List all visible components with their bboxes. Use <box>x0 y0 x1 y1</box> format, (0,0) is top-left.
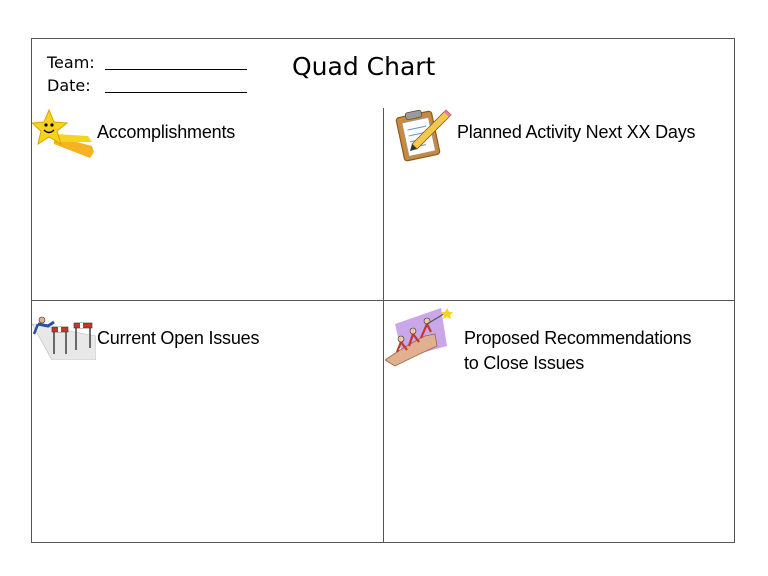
page-title: Quad Chart <box>292 52 436 81</box>
team-field <box>47 50 247 72</box>
date-field <box>47 73 247 95</box>
shooting-star-icon <box>32 106 98 162</box>
proposed-heading-line1: Proposed Recommendations <box>464 328 692 348</box>
vertical-divider <box>383 108 384 543</box>
hurdles-icon <box>32 314 96 360</box>
team-label: Team: <box>47 53 95 72</box>
horizontal-divider <box>31 300 735 301</box>
team-blank-line[interactable] <box>105 55 247 70</box>
accomplishments-heading: Accomplishments <box>97 122 236 142</box>
climbers-icon <box>385 306 457 368</box>
planned-activity-heading: Planned Activity Next XX Days <box>457 122 696 142</box>
date-blank-line[interactable] <box>105 78 247 93</box>
open-issues-heading: Current Open Issues <box>97 328 260 348</box>
date-label: Date: <box>47 76 91 95</box>
clipboard-pencil-icon <box>394 104 452 162</box>
proposed-heading-line2: to Close Issues <box>464 353 585 373</box>
proposed-recommendations-heading <box>464 326 691 376</box>
